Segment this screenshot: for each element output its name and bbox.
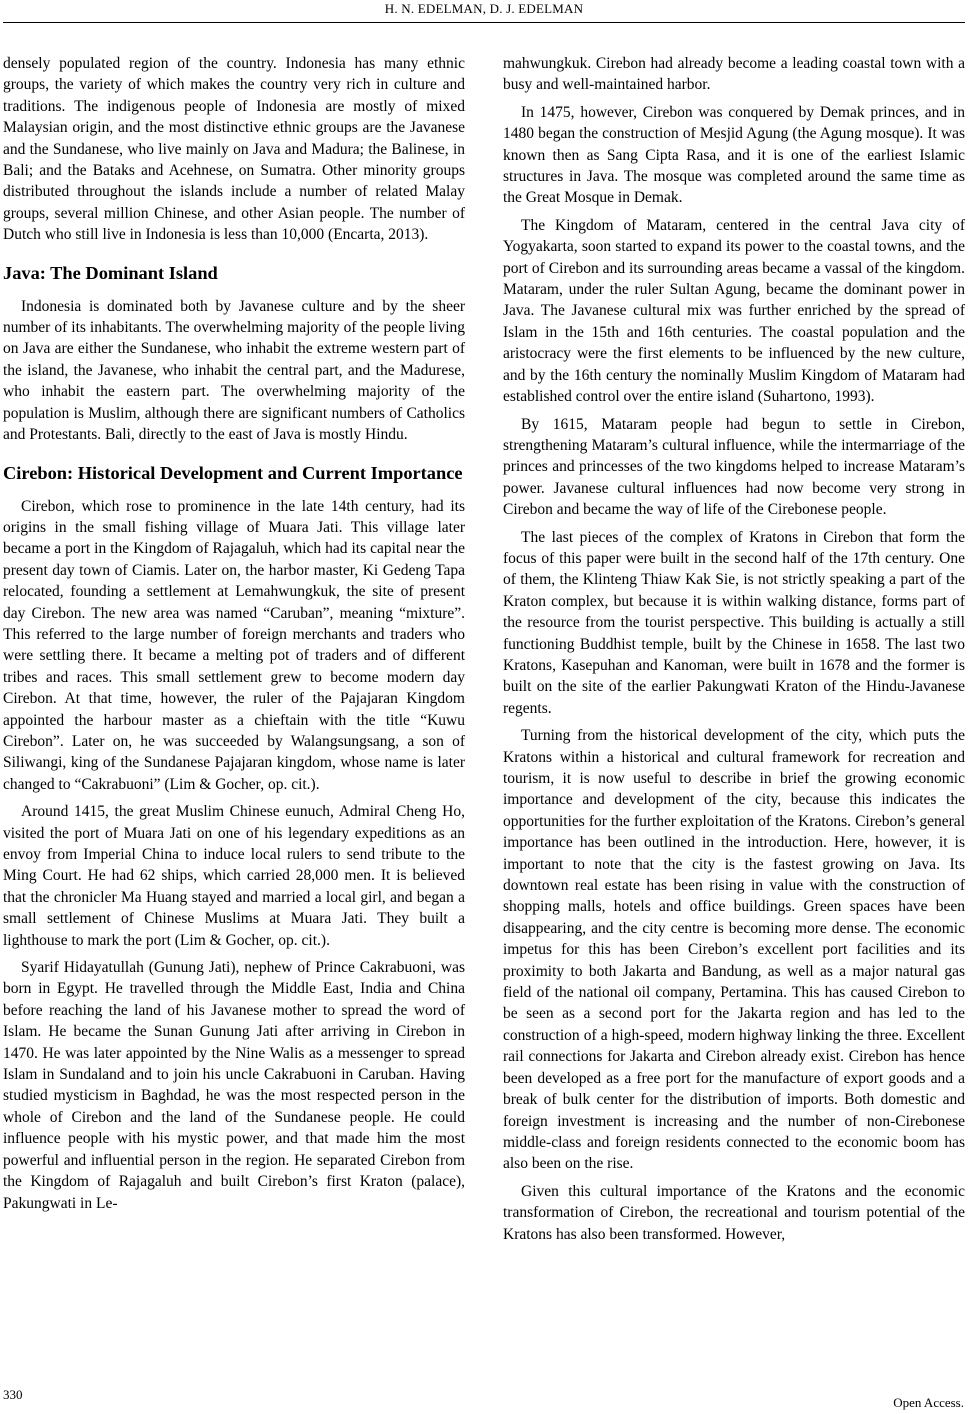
- paragraph-kratons: The last pieces of the complex of Kratons in Cirebon that form the focus of this paper were built in the second half of the 17th century. One of them, the Klinteng Thiaw Kak Sie, is not strictly speaking a part of the Kraton complex, but because it is within walking distance, forms part of the resource from the tourist perspective. This building is actually a still functioning Buddhist temple, built by the Chinese in 1658. The last two Kratons, Kasepuhan and Kanoman, were built in 1678 and the former is built on the site of the earlier Pakungwati Kraton of the Hindu-Javanese regents.: [503, 528, 965, 717]
- paragraph-population: densely populated region of the country. Indonesia has many ethnic groups, the variety of which makes the country very rich in culture and traditions. The indigenous people of Indonesia are mostly of mixed Malaysian origin, and the most distinctive ethnic groups are the Javanese and the Sundanese, who live mainly on Java and Madura; the Balinese, in Bali; and the Bataks and Acehnese, on Sumatra. Other minority groups distributed throughout the islands include a number of related Malay groups, several million Chinese, and other Asian people. The number of Dutch who still live in Indonesia is less than 10,000 (Encarta, 2013).: [3, 55, 465, 244]
- page-number: 330: [3, 1387, 23, 1402]
- open-access-label: Open Access.: [893, 1395, 964, 1410]
- header-rule: [3, 22, 965, 23]
- paragraph-economic-development: Turning from the historical development of the city, which puts the Kratons within a historical and cultural framework for recreation and tourism, it is now useful to describe in brief the growing economic importance and development of the city, because this indicates the opportunities for the further exploitation of the Kratons. Cirebon’s general importance has been outlined in the introduction. Here, however, it is important to note that the city is the fastest growing on Java. Its downtown real estate has been rising in value with the construction of shopping malls, hotels and office buildings. Green spaces have been disappearing, and the city centre is becoming more dense. The economic impetus for this has been Cirebon’s excellent port facilities and its proximity to both Jakarta and Bandung, as well as a major natural gas field of the national oil company, Pertamina. This has caused Cirebon to be seen as a second port for the Jakarta region and has led to the construction of a high-speed, modern highway linking the three. Excellent rail connections for Jakarta and Cirebon already exist. Cirebon has hence been developed as a free port for the manufacture of export goods and a break of bulk center for the distribution of imports. Both domestic and foreign investment is increasing and the number of non-Cirebonese middle-class and foreign residents connected to the economic boom has also been on the rise.: [503, 727, 965, 1173]
- running-head: H. N. EDELMAN, D. J. EDELMAN: [384, 1, 584, 16]
- paragraph-mataram: The Kingdom of Mataram, centered in the central Java city of Yogyakarta, soon started to expand its power to the coastal towns, and the port of Cirebon and its surrounding areas became a vassal of the kingdom. Mataram, under the ruler Sultan Agung, became the dominant power in Java. The Javanese cultural mix was further enriched by the spread of Islam in the 15th and 16th centuries. The coastal population and the aristocracy were the first elements to be influenced by the new culture, and by the 16th century the nominally Muslim Kingdom of Mataram had established control over the entire island (Suhartono, 1993).: [503, 216, 965, 406]
- paragraph-syarif-hidayatullah: Syarif Hidayatullah (Gunung Jati), nephew of Prince Cakrabuoni, was born in Egypt. He travelled through the Middle East, India and China before reaching the land of his Javanese mother to spread the word of Islam. He became the Sunan Gunung Jati after arriving in Cirebon in 1470. He was later appointed by the Nine Walis as a messenger to spread Islam in Sundaland and to join his uncle Cakrabuoni in Caruban. Having studied mysticism in Baghdad, he was the most respected person in the whole of Cirebon and the land of the Sundanese people. He could influence people with his mystic power, and that made him the most powerful and influential person in the region. He separated Cirebon from the Kingdom of Rajagaluh and built Cirebon’s first Kraton (palace), Pakungwati in Le-: [3, 959, 465, 1212]
- left-column: [3, 53, 465, 1220]
- paragraph-1615: By 1615, Mataram people had begun to settle in Cirebon, strengthening Mataram’s cultural influence, while the intermarriage of the princes and princesses of the two kingdoms helped to increase Mataram’s power. Javanese cultural influences had now become very strong in Cirebon and became the way of life of the Cirebonese people.: [503, 415, 965, 519]
- right-column: [503, 53, 965, 1251]
- heading-java: Java: The Dominant Island: [3, 262, 218, 283]
- heading-cirebon: Cirebon: Historical Development and Current Importance: [3, 462, 463, 483]
- paragraph-demak: In 1475, however, Cirebon was conquered by Demak princes, and in 1480 began the construction of Mesjid Agung (the Agung mosque). It was known then as Sang Cipta Rasa, and it is one of the earliest Islamic structures in Java. The mosque was completed around the same time as the Great Mosque in Demak.: [503, 103, 965, 207]
- paragraph-java: Indonesia is dominated both by Javanese culture and by the sheer number of its inhabitants. The overwhelming majority of the people living on Java are either the Sundanese, who inhabit the extreme western part of the island, the Javanese, who inhabit the central part, and the Madurese, who inhabit the eastern part. The overwhelming majority of the population is Muslim, although there are significant numbers of Catholics and Protestants. Bali, directly to the east of Java is mostly Hindu.: [3, 297, 465, 444]
- paragraph-cheng-ho: Around 1415, the great Muslim Chinese eunuch, Admiral Cheng Ho, visited the port of Muara Jati on one of his legendary expeditions as an envoy from Imperial China to induce local rulers to send tribute to the Ming Court. He had 62 ships, which carried 28,000 men. It is believed that the chronicler Ma Huang stayed and married a local girl, and began a small settlement of Chinese Muslims at Muara Jati. They built a lighthouse to mark the port (Lim & Gocher, op. cit.).: [3, 803, 465, 949]
- paragraph-cirebon-origins: Cirebon, which rose to prominence in the late 14th century, had its origins in the small fishing village of Muara Jati. This village later became a port in the Kingdom of Rajagaluh, which had its capital near the present day town of Ciamis. Later on, the harbor master, Ki Gedeng Tapa relocated, founding a settlement at Lemahwungkuk, the site of present day Cirebon. The new area was named “Caruban”, meaning “mixture”. This referred to the large number of foreign merchants and traders who were settling there. It became a melting pot of traders and of different tribes and races. This small settlement grew to become modern day Cirebon. At that time, however, the ruler of the Pajajaran Kingdom appointed the harbour master as a chieftain with the title “Kuwu Cirebon”. Later on, he was succeeded by Walangsungsang, a son of Siliwangi, king of the Sundanese Pajajaran kingdom, whose name is later changed to “Cakrabuoni” (Lim & Gocher, op. cit.).: [3, 497, 465, 793]
- paragraph-tourism-potential: Given this cultural importance of the Kratons and the economic transformation of Cirebon, the recreational and tourism potential of the Kratons has also been transformed. However,: [503, 1182, 965, 1243]
- paragraph-harbor: mahwungkuk. Cirebon had already become a leading coastal town with a busy and well-maintained harbor.: [503, 55, 965, 94]
